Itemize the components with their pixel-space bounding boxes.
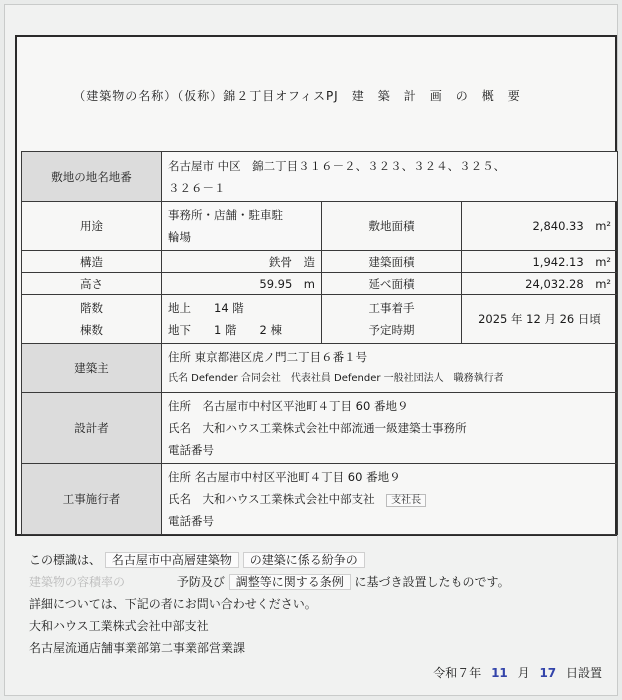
notice-footer <box>29 549 609 659</box>
floors-value: 地上 14 階 地下 1 階 2 棟 <box>162 295 322 344</box>
footer-line-3: 詳細については、下記の者にお問い合わせください。 <box>29 597 317 611</box>
height-value: 59.95 m <box>162 273 322 295</box>
height-label: 高さ <box>22 273 162 295</box>
footer-line-5: 名古屋流通店舗事業部第二事業部営業課 <box>29 641 246 655</box>
location-label: 敷地の地名地番 <box>22 152 162 202</box>
structure-label: 構造 <box>22 251 162 273</box>
table-row <box>22 393 618 464</box>
floors-label: 階数 棟数 <box>22 295 162 344</box>
site-area-label: 敷地面積 <box>322 202 462 251</box>
construction-start-label: 工事着手 予定時期 <box>322 295 462 344</box>
building-plan-table <box>21 151 618 535</box>
table-row <box>22 202 618 251</box>
use-label: 用途 <box>22 202 162 251</box>
table-row <box>22 344 618 393</box>
table-row <box>22 464 618 535</box>
building-area-value: 1,942.13 m² <box>462 251 618 273</box>
floor-area-value: 24,032.28 m² <box>462 273 618 295</box>
use-value: 事務所・店舗・駐車駐 輪場 <box>162 202 322 251</box>
footer-line-1: この標識は、 名古屋市中高層建築物 の建築に係る紛争の <box>29 549 609 571</box>
designer-label: 設計者 <box>22 393 162 464</box>
location-value: 名古屋市 中区 錦二丁目３１６－２、３２３、３２４、３２５、 ３２６－１ <box>162 152 618 202</box>
contractor-value: 住所 名古屋市中村区平池町４丁目 60 番地９ 氏名 大和ハウス工業株式会社中部支社 支社長 電話番号 <box>162 464 618 535</box>
floor-area-label: 延べ面積 <box>322 273 462 295</box>
site-area-value: 2,840.33 m² <box>462 202 618 251</box>
structure-value: 鉄骨 造 <box>162 251 322 273</box>
footer-line-2: 建築物の容積率の 予防及び 調整等に関する条例 に基づき設置したものです。 <box>29 575 510 589</box>
owner-label: 建築主 <box>22 344 162 393</box>
table-row <box>22 251 618 273</box>
building-area-label: 建築面積 <box>322 251 462 273</box>
footer-line-4: 大和ハウス工業株式会社中部支社 <box>29 619 209 633</box>
construction-start-value: 2025 年 12 月 26 日頃 <box>462 295 618 344</box>
table-row <box>22 295 618 344</box>
designer-value: 住所 名古屋市中村区平池町４丁目 60 番地９ 氏名 大和ハウス工業株式会社中部流通一級建築士事務所 電話番号 <box>162 393 618 464</box>
table-row <box>22 152 618 202</box>
owner-value: 住所 東京都港区虎ノ門二丁目６番１号 氏名 Defender 合同会社 代表社員 Defender 一般社団法人 職務執行者 <box>162 344 618 393</box>
contractor-label: 工事施行者 <box>22 464 162 535</box>
table-row <box>22 273 618 295</box>
page-title: （建築物の名称）（仮称）錦２丁目オフィスPJ 建 築 計 画 の 概 要 <box>73 89 521 103</box>
notice-board <box>4 4 618 696</box>
installation-date: 令和７年 11 月 17 日設置 <box>433 666 602 680</box>
